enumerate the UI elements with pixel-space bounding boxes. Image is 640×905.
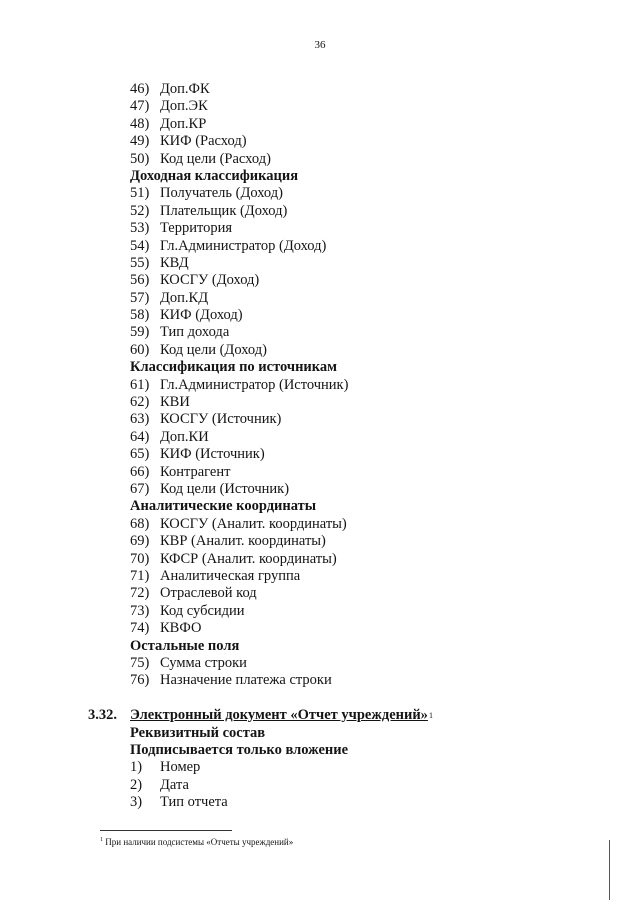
item-text: Контрагент — [160, 463, 231, 480]
page-number: 36 — [314, 39, 326, 51]
group-heading — [130, 725, 550, 742]
heading-text: Аналитические координаты — [130, 498, 317, 515]
list-item — [130, 290, 550, 307]
item-number: 63) — [130, 411, 150, 428]
group-heading — [130, 498, 550, 515]
list-item — [130, 429, 550, 446]
list-item — [130, 377, 550, 394]
item-number: 74) — [130, 620, 150, 637]
list-item — [130, 307, 550, 324]
list-item — [130, 185, 550, 202]
list-item — [130, 672, 550, 689]
list-item — [130, 446, 550, 463]
item-text: Назначение платежа строки — [160, 672, 332, 689]
item-number: 49) — [130, 133, 150, 150]
item-text: Доп.ФК — [160, 81, 210, 97]
item-number: 69) — [130, 533, 150, 550]
item-text: КОСГУ (Источник) — [160, 411, 282, 428]
list-item — [130, 481, 550, 498]
classification-list — [130, 81, 550, 690]
section-number: 3.32. — [88, 707, 117, 723]
item-text: КВИ — [160, 394, 190, 411]
item-text: Тип отчета — [160, 794, 228, 811]
item-number: 70) — [130, 550, 150, 567]
item-number: 68) — [130, 515, 150, 532]
list-item — [130, 759, 550, 776]
item-number: 46) — [130, 81, 150, 97]
item-number: 50) — [130, 150, 150, 167]
item-number: 72) — [130, 585, 150, 602]
group-heading — [130, 638, 550, 655]
item-number: 1) — [130, 759, 143, 776]
heading-text: Доходная классификация — [130, 167, 299, 184]
margin-line — [609, 840, 610, 900]
item-text: Сумма строки — [160, 654, 247, 671]
list-item — [130, 551, 550, 568]
list-item — [130, 533, 550, 550]
item-number: 64) — [130, 428, 150, 445]
item-text: Доп.КР — [160, 115, 207, 132]
item-text: КВД — [160, 254, 189, 271]
item-text: КИФ (Источник) — [160, 446, 265, 463]
item-text: Отраслевой код — [160, 585, 257, 602]
item-number: 52) — [130, 202, 150, 219]
item-text: Аналитическая группа — [160, 567, 301, 584]
list-item — [130, 394, 550, 411]
list-item — [130, 655, 550, 672]
list-item — [130, 255, 550, 272]
item-number: 53) — [130, 220, 150, 237]
list-item — [130, 220, 550, 237]
item-text: Дата — [160, 776, 189, 793]
item-number: 58) — [130, 307, 150, 324]
item-number: 65) — [130, 446, 150, 463]
item-text: КОСГУ (Доход) — [160, 272, 260, 289]
item-number: 59) — [130, 324, 150, 341]
list-item — [130, 585, 550, 602]
item-text: Доп.КИ — [160, 428, 209, 445]
item-text: Тип дохода — [160, 324, 230, 341]
item-text: Код цели (Доход) — [160, 341, 267, 358]
section-heading — [88, 707, 568, 724]
list-item — [130, 116, 550, 133]
heading-text: Реквизитный состав — [130, 724, 266, 741]
item-text: Доп.КД — [160, 289, 209, 306]
item-text: Код субсидии — [160, 602, 245, 619]
item-text: Код цели (Источник) — [160, 480, 290, 497]
list-item — [130, 568, 550, 585]
footnote-text: При наличии подсистемы «Отчеты учреждений» — [103, 837, 294, 847]
item-text: КВФО — [160, 620, 202, 637]
item-number: 60) — [130, 341, 150, 358]
item-text: Номер — [160, 759, 201, 776]
footnote-reference: 1 — [428, 711, 433, 720]
list-item — [130, 342, 550, 359]
item-number: 48) — [130, 115, 150, 132]
item-number: 66) — [130, 463, 150, 480]
list-item — [130, 133, 550, 150]
list-item — [130, 464, 550, 481]
list-item — [130, 238, 550, 255]
item-number: 51) — [130, 185, 150, 202]
item-number: 71) — [130, 567, 150, 584]
item-number: 75) — [130, 654, 150, 671]
item-number: 62) — [130, 394, 150, 411]
list-item — [130, 324, 550, 341]
item-text: КИФ (Расход) — [160, 133, 247, 150]
list-item — [130, 516, 550, 533]
item-number: 73) — [130, 602, 150, 619]
list-item — [130, 98, 550, 115]
group-heading — [130, 359, 550, 376]
list-item — [130, 620, 550, 637]
item-number: 55) — [130, 254, 150, 271]
item-text: Гл.Администратор (Доход) — [160, 237, 327, 254]
section-details-list — [130, 725, 550, 812]
group-heading — [130, 168, 550, 185]
list-item — [130, 203, 550, 220]
item-number: 54) — [130, 237, 150, 254]
list-item — [130, 777, 550, 794]
list-item — [130, 81, 550, 98]
item-number: 3) — [130, 794, 143, 811]
item-number: 61) — [130, 376, 150, 393]
group-heading — [130, 742, 550, 759]
item-number: 67) — [130, 480, 150, 497]
item-text: Код цели (Расход) — [160, 150, 271, 167]
list-item — [130, 411, 550, 428]
list-item — [130, 272, 550, 289]
heading-text: Остальные поля — [130, 637, 240, 654]
item-text: Гл.Администратор (Источник) — [160, 376, 349, 393]
item-text: КОСГУ (Аналит. координаты) — [160, 515, 347, 532]
section-title: Электронный документ «Отчет учреждений» — [130, 707, 428, 723]
footnote-divider — [100, 830, 232, 831]
item-number: 76) — [130, 672, 150, 689]
item-text: Получатель (Доход) — [160, 185, 283, 202]
item-text: Плательщик (Доход) — [160, 202, 288, 219]
heading-text: Подписывается только вложение — [130, 741, 349, 758]
item-text: КВР (Аналит. координаты) — [160, 533, 326, 550]
list-item — [130, 794, 550, 811]
item-text: КФСР (Аналит. координаты) — [160, 550, 337, 567]
item-text: Доп.ЭК — [160, 98, 208, 115]
item-text: Территория — [160, 220, 233, 237]
item-text: КИФ (Доход) — [160, 307, 243, 324]
item-number: 56) — [130, 272, 150, 289]
list-item — [130, 603, 550, 620]
item-number: 47) — [130, 98, 150, 115]
heading-text: Классификация по источникам — [130, 359, 338, 376]
footnote-marker: 1 — [100, 837, 103, 843]
item-number: 2) — [130, 776, 143, 793]
footnote — [100, 837, 293, 847]
list-item — [130, 151, 550, 168]
item-number: 57) — [130, 289, 150, 306]
